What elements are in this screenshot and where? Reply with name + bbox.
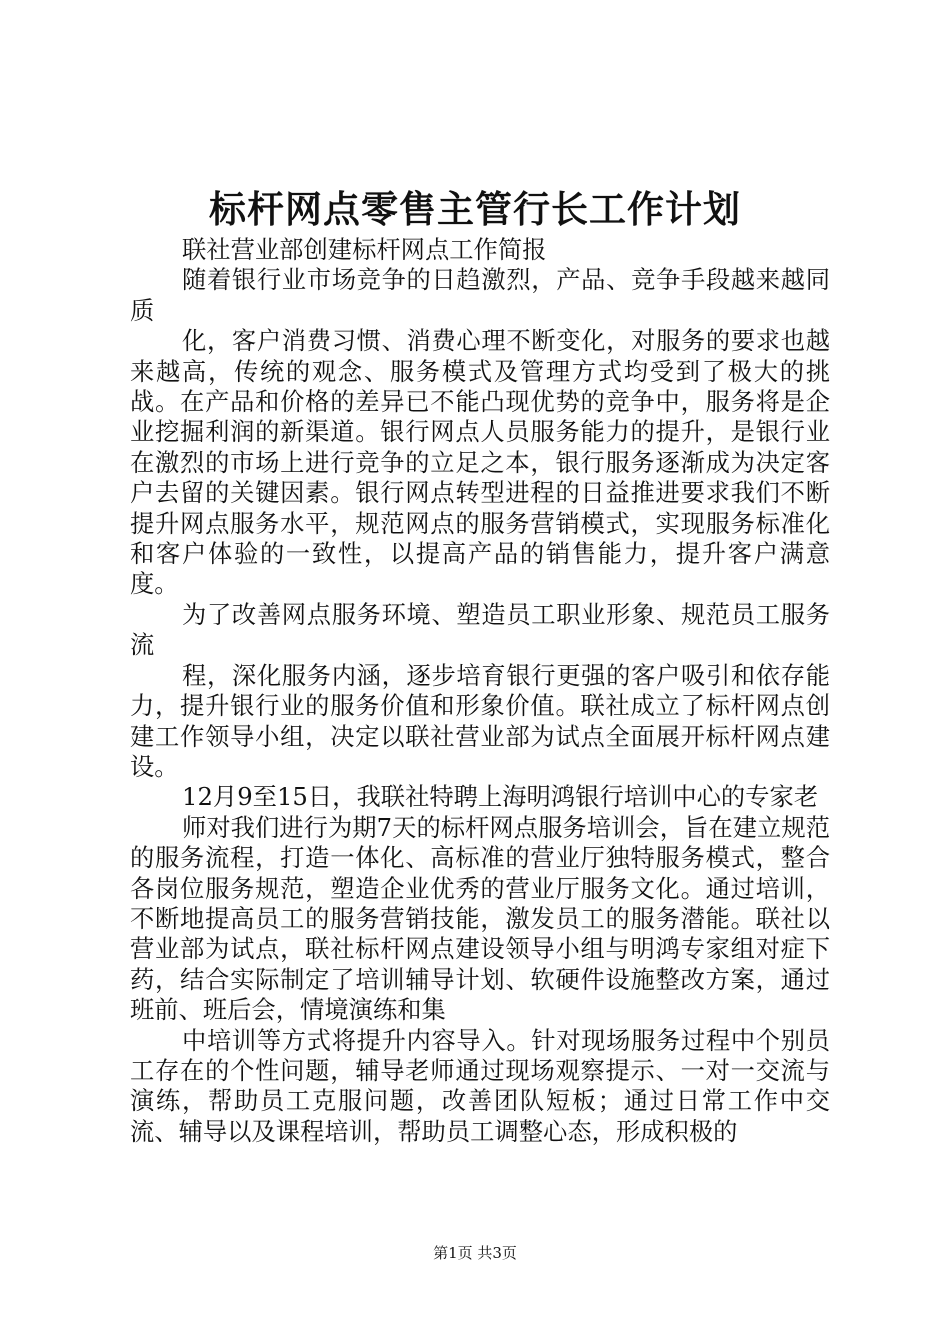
paragraph-2: 化，客户消费习惯、消费心理不断变化，对服务的要求也越来越高，传统的观念、服务模式及管理方式均受到了极大的挑战。在产品和价格的差异已不能凸现优势的竞争中，服务将是企业挖掘利润的新渠道。银行网点人员服务能力的提升，是银行业在激烈的市场上进行竞争的立足之本，银行服务逐渐成为决定客户去留的关键因素。银行网点转型进程的日益推进要求我们不断提升网点服务水平，规范网点的服务营销模式，实现服务标准化和客户体验的一致性，以提高产品的销售能力，提升客户满意度。 bbox=[130, 326, 830, 599]
paragraph-6: 师对我们进行为期7天的标杆网点服务培训会，旨在建立规范的服务流程，打造一体化、高标准的营业厅独特服务模式，整合各岗位服务规范，塑造企业优秀的营业厅服务文化。通过培训，不断地提高员工的服务营销技能，激发员工的服务潜能。联社以营业部为试点，联社标杆网点建设领导小组与明鸿专家组对症下药，结合实际制定了培训辅导计划、软硬件设施整改方案，通过班前、班后会，情境演练和集 bbox=[130, 812, 830, 1025]
paragraph-subtitle: 联社营业部创建标杆网点工作简报 bbox=[182, 235, 547, 264]
paragraph-4: 程，深化服务内涵，逐步培育银行更强的客户吸引和依存能力，提升银行业的服务价值和形象价值。联社成立了标杆网点创建工作领导小组，决定以联社营业部为试点全面展开标杆网点建设。 bbox=[130, 660, 830, 781]
paragraph-1: 随着银行业市场竞争的日趋激烈，产品、竞争手段越来越同质 bbox=[130, 265, 830, 325]
paragraph-3: 为了改善网点服务环境、塑造员工职业形象、规范员工服务流 bbox=[130, 599, 830, 660]
page-footer: 第1页 共3页 bbox=[433, 1244, 517, 1262]
document-body bbox=[130, 235, 830, 1147]
document-title: 标杆网点零售主管行长工作计划 bbox=[209, 187, 741, 231]
paragraph-7: 中培训等方式将提升内容导入。针对现场服务过程中个别员工存在的个性问题，辅导老师通过现场观察提示、一对一交流与演练，帮助员工克服问题，改善团队短板；通过日常工作中交流、辅导以及课程培训，帮助员工调整心态，形成积极的 bbox=[130, 1025, 830, 1146]
paragraph-5: 12月9至15日，我联社特聘上海明鸿银行培训中心的专家老 bbox=[182, 782, 819, 812]
